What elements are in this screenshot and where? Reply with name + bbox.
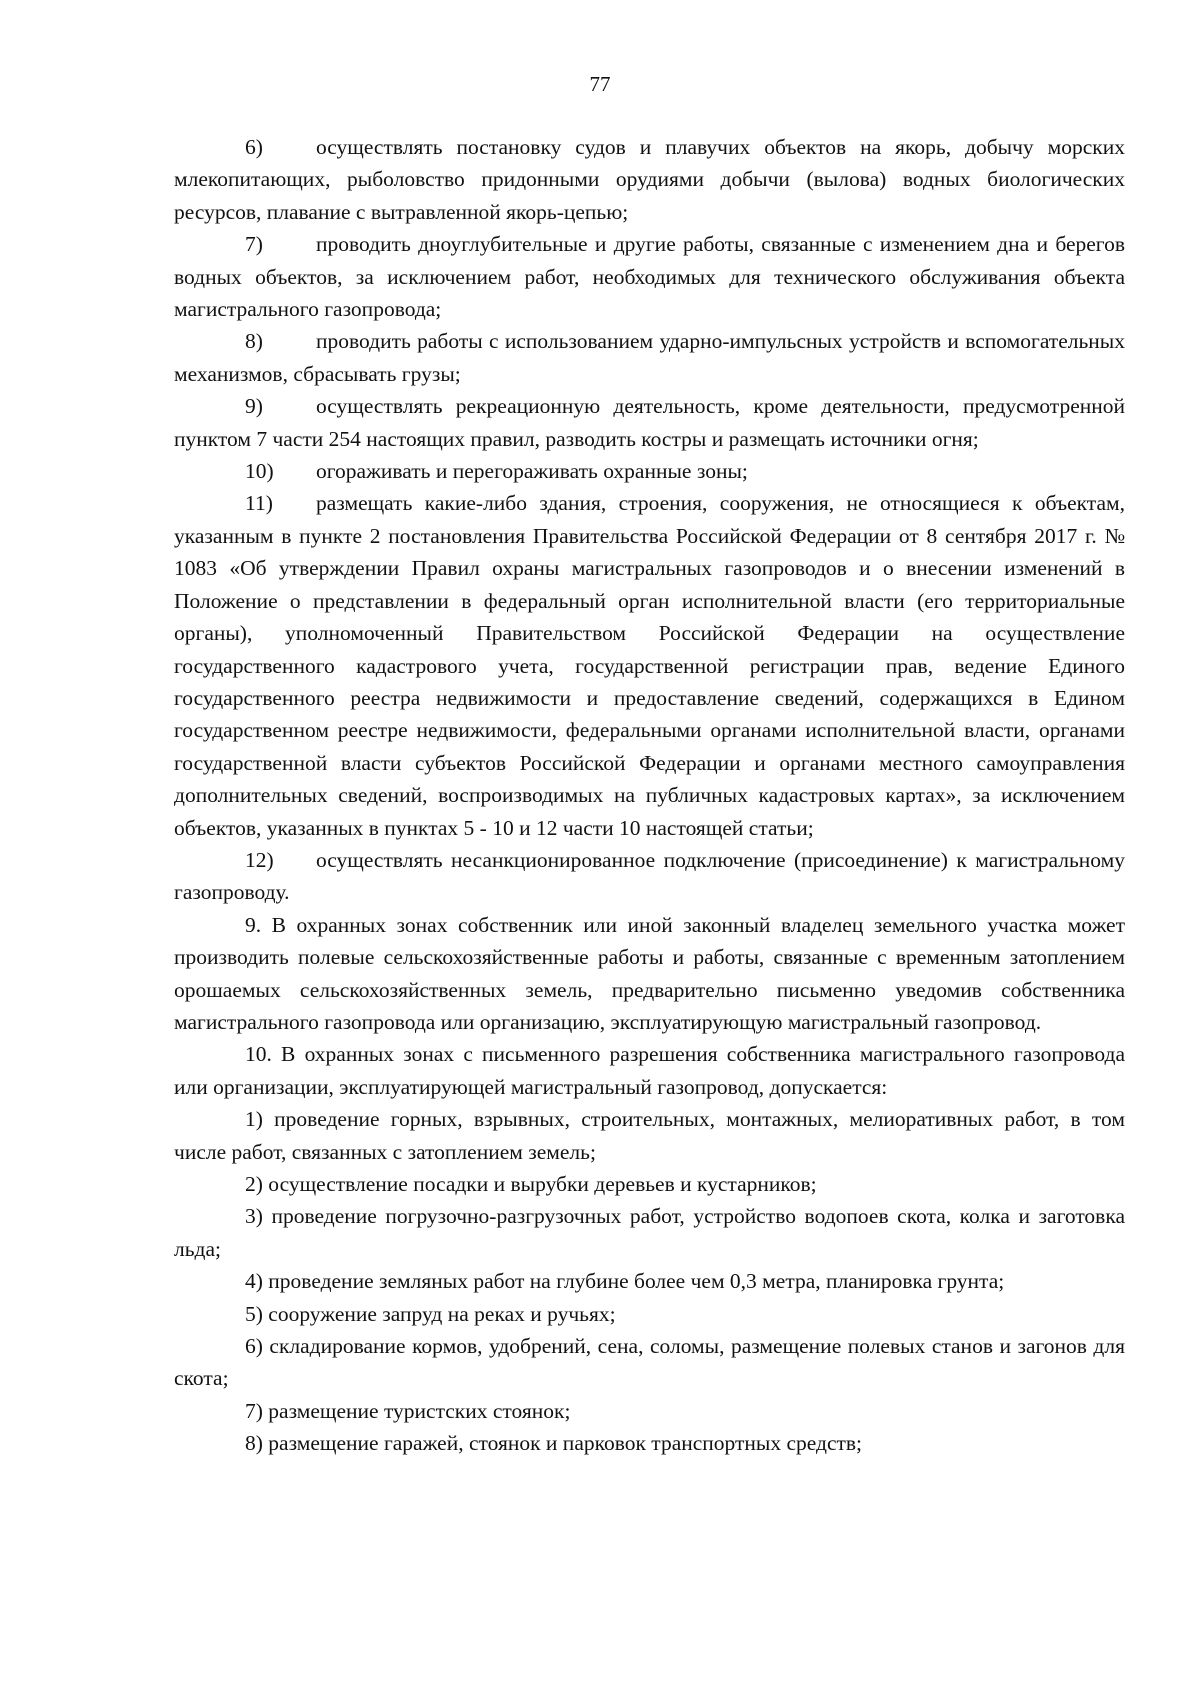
- permitted-item-2: 2) осуществление посадки и вырубки деревьев и кустарников;: [245, 1172, 817, 1196]
- permitted-item-8: 8) размещение гаражей, стоянок и парковок транспортных средств;: [245, 1431, 863, 1456]
- prohibited-item-9: [174, 390, 1125, 455]
- item-text: осуществлять постановку судов и плавучих объектов на якорь, добычу морских млекопитающих, рыболовство придонными орудиями добычи (вылова) водных биологических ресурсов, плавание с вытравленной якорь-цепью;: [174, 135, 1125, 224]
- prohibited-item-8: [174, 325, 1125, 390]
- paragraph-9: 9. В охранных зонах собственник или иной законный владелец земельного участка может производить полевые сельскохозяйственные работы и работы, связанные с временным затоплением орошаемых сельскохозяйственных земель, предварительно письменно уведомив собственника магистрального газопровода или организацию, эксплуатирующую магистральный газопровод.: [174, 912, 1125, 1034]
- prohibited-item-6: [174, 131, 1125, 228]
- prohibited-item-10: [174, 455, 1125, 487]
- item-text: проводить дноуглубительные и другие работы, связанные с изменением дна и берегов водных объектов, за исключением работ, необходимых для технического обслуживания объекта магистрального газопровода;: [174, 232, 1125, 322]
- document-body: [174, 131, 1125, 1460]
- permitted-item-3: 3) проведение погрузочно-разгрузочных работ, устройство водопоев скота, колка и заготовка льда;: [174, 1204, 1125, 1261]
- paragraph-10: 10. В охранных зонах с письменного разрешения собственника магистрального газопровода или организации, эксплуатирующей магистральный газопровод, допускается:: [174, 1042, 1125, 1099]
- page-number: 77: [589, 72, 611, 96]
- item-number: 8): [245, 329, 263, 354]
- item-text: осуществлять рекреационную деятельность, кроме деятельности, предусмотренной пунктом 7 части 254 настоящих правил, разводить костры и размещать источники огня;: [174, 394, 1125, 451]
- permitted-item-1: 1) проведение горных, взрывных, строительных, монтажных, мелиоративных работ, в том числе работ, связанных с затоплением земель;: [174, 1107, 1125, 1164]
- item-number: 12): [245, 847, 274, 872]
- permitted-item-7: 7) размещение туристских стоянок;: [245, 1398, 571, 1423]
- prohibited-item-11: [174, 487, 1125, 843]
- prohibited-item-7: [174, 228, 1125, 325]
- item-text: проводить работы с использованием ударно-импульсных устройств и вспомогательных механизмов, сбрасывать грузы;: [174, 329, 1125, 386]
- item-text: осуществлять несанкционированное подключение (присоединение) к магистральному газопроводу.: [174, 847, 1125, 905]
- permitted-item-4: 4) проведение земляных работ на глубине более чем 0,3 метра, планировка грунта;: [245, 1269, 1005, 1294]
- item-number: 6): [245, 135, 263, 159]
- prohibited-item-12: [174, 844, 1125, 909]
- item-number: 9): [245, 394, 263, 419]
- item-text: размещать какие-либо здания, строения, сооружения, не относящиеся к объектам, указанным в пункте 2 постановления Правительства Российской Федерации от 8 сентября 2017 г. № 1083 «Об утверждении Правил охраны магистральных газопроводов и о внесении изменений в Положение о представлении в федеральный орган исполнительной власти (его территориальные органы), уполномоченный Правительством Российской Федерации на осуществление государственного кадастрового учета, государственной регистрации прав, ведение Единого государственного реестра недвижимости и предоставление сведений, содержащихся в Едином государственном реестре недвижимости, федеральными органами исполнительной власти, органами государственной власти субъектов Российской Федерации и органами местного самоуправления дополнительных сведений, воспроизводимых на публичных кадастровых картах», за исключением объектов, указанных в пунктах 5 - 10 и 12 части 10 настоящей статьи;: [174, 491, 1125, 840]
- item-text: огораживать и перегораживать охранные зоны;: [316, 459, 748, 484]
- item-number: 10): [245, 459, 274, 484]
- item-number: 11): [245, 491, 273, 516]
- permitted-item-6: 6) складирование кормов, удобрений, сена, соломы, размещение полевых станов и загонов для скота;: [174, 1334, 1125, 1391]
- item-number: 7): [245, 232, 263, 257]
- permitted-item-5: 5) сооружение запруд на реках и ручьях;: [245, 1301, 616, 1326]
